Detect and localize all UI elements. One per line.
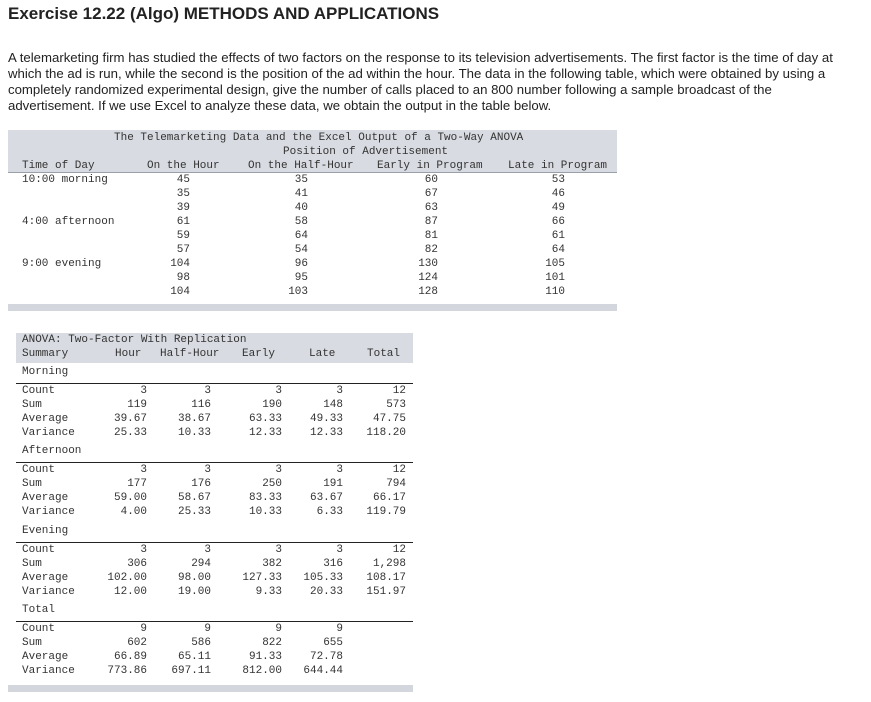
data-cell: 87 [424, 216, 438, 228]
anova-section-rule [16, 621, 413, 622]
anova-cell: 102.00 [107, 572, 147, 584]
data-cell: 61 [551, 230, 565, 242]
anova-cell: 25.33 [177, 506, 211, 518]
anova-cell: 108.17 [366, 572, 406, 584]
anova-cell: 177 [127, 478, 147, 490]
data-table-caption: The Telemarketing Data and the Excel Output of a Two-Way ANOVA [114, 132, 524, 144]
anova-row-label: Variance [22, 427, 75, 439]
anova-section-name: Evening [22, 525, 69, 537]
data-cell: 81 [424, 230, 438, 242]
time-of-day-label: 4:00 afternoon [22, 216, 115, 228]
data-cell: 49 [551, 202, 565, 214]
anova-cell: 118.20 [366, 427, 406, 439]
data-cell: 35 [176, 188, 190, 200]
anova-col-half-hour: Half-Hour [160, 348, 220, 360]
anova-cell: 19.00 [177, 586, 211, 598]
anova-cell: 3 [336, 385, 343, 397]
anova-cell: 20.33 [309, 586, 343, 598]
anova-row-label: Sum [22, 478, 42, 490]
anova-row-label: Count [22, 464, 56, 476]
anova-cell: 83.33 [248, 492, 282, 504]
anova-cell: 59.00 [113, 492, 147, 504]
anova-cell: 812.00 [242, 665, 282, 677]
anova-cell: 12 [392, 464, 406, 476]
anova-col-summary: Summary [22, 348, 69, 360]
anova-cell: 91.33 [248, 651, 282, 663]
anova-cell: 12.00 [113, 586, 147, 598]
anova-col-late: Late [309, 348, 336, 360]
data-cell: 95 [294, 272, 308, 284]
anova-row-label: Average [22, 413, 69, 425]
anova-cell: 6.33 [316, 506, 343, 518]
anova-cell: 12 [392, 385, 406, 397]
anova-section-rule [16, 383, 413, 384]
anova-col-early: Early [242, 348, 276, 360]
data-cell: 60 [424, 174, 438, 186]
anova-cell: 822 [262, 637, 282, 649]
anova-col-total: Total [367, 348, 401, 360]
data-cell: 39 [176, 202, 190, 214]
data-cell: 64 [294, 230, 308, 242]
exercise-title: Exercise 12.22 (Algo) METHODS AND APPLICATIONS [8, 4, 440, 23]
data-cell: 66 [551, 216, 565, 228]
data-cell: 67 [424, 188, 438, 200]
anova-section-name: Total [22, 604, 56, 616]
anova-cell: 602 [127, 637, 147, 649]
data-cell: 130 [418, 258, 438, 270]
data-cell: 110 [545, 286, 565, 298]
data-cell: 101 [545, 272, 565, 284]
anova-cell: 10.33 [248, 506, 282, 518]
anova-cell: 294 [191, 558, 211, 570]
anova-cell: 794 [386, 478, 406, 490]
anova-cell: 63.67 [309, 492, 343, 504]
data-cell: 59 [176, 230, 190, 242]
anova-cell: 3 [140, 464, 147, 476]
anova-row-label: Sum [22, 399, 42, 411]
data-cell: 58 [294, 216, 308, 228]
data-cell: 96 [294, 258, 308, 270]
anova-cell: 697.11 [171, 665, 211, 677]
data-cell: 53 [551, 174, 565, 186]
anova-cell: 586 [191, 637, 211, 649]
anova-cell: 3 [204, 464, 211, 476]
anova-cell: 9.33 [255, 586, 282, 598]
anova-row-label: Sum [22, 558, 42, 570]
anova-cell: 58.67 [177, 492, 211, 504]
data-cell: 128 [418, 286, 438, 298]
data-cell: 45 [176, 174, 190, 186]
anova-cell: 3 [140, 385, 147, 397]
data-cell: 57 [176, 244, 190, 256]
anova-cell: 10.33 [177, 427, 211, 439]
anova-cell: 65.11 [177, 651, 211, 663]
anova-cell: 9 [140, 623, 147, 635]
anova-cell: 3 [275, 544, 282, 556]
anova-cell: 49.33 [309, 413, 343, 425]
anova-row-label: Sum [22, 637, 42, 649]
anova-col-hour: Hour [115, 348, 142, 360]
anova-cell: 3 [275, 385, 282, 397]
anova-cell: 66.89 [113, 651, 147, 663]
anova-cell: 38.67 [177, 413, 211, 425]
anova-cell: 39.67 [113, 413, 147, 425]
anova-row-label: Variance [22, 665, 75, 677]
data-cell: 35 [294, 174, 308, 186]
data-cell: 104 [170, 258, 190, 270]
col-header-early-in-program: Early in Program [377, 160, 483, 172]
anova-cell: 63.33 [248, 413, 282, 425]
anova-cell: 250 [262, 478, 282, 490]
data-cell: 98 [176, 272, 190, 284]
anova-cell: 66.17 [372, 492, 406, 504]
data-cell: 54 [294, 244, 308, 256]
data-cell: 104 [170, 286, 190, 298]
anova-row-label: Average [22, 651, 69, 663]
col-header-on-the-half-hour: On the Half-Hour [248, 160, 354, 172]
anova-cell: 573 [386, 399, 406, 411]
anova-cell: 72.78 [309, 651, 343, 663]
anova-cell: 773.86 [107, 665, 147, 677]
data-cell: 103 [288, 286, 308, 298]
anova-cell: 12 [392, 544, 406, 556]
anova-cell: 3 [336, 544, 343, 556]
anova-cell: 116 [191, 399, 211, 411]
data-table-subcaption: Position of Advertisement [283, 146, 449, 158]
anova-cell: 127.33 [242, 572, 282, 584]
data-cell: 40 [294, 202, 308, 214]
anova-cell: 316 [323, 558, 343, 570]
anova-row-label: Variance [22, 506, 75, 518]
data-cell: 41 [294, 188, 308, 200]
anova-section-name: Afternoon [22, 445, 82, 457]
data-cell: 105 [545, 258, 565, 270]
anova-cell: 644.44 [303, 665, 343, 677]
anova-cell: 176 [191, 478, 211, 490]
anova-cell: 9 [275, 623, 282, 635]
data-table-bottom-band [8, 304, 617, 311]
anova-cell: 3 [140, 544, 147, 556]
anova-cell: 191 [323, 478, 343, 490]
col-header-late-in-program: Late in Program [508, 160, 608, 172]
time-of-day-label: 9:00 evening [22, 258, 102, 270]
anova-title: ANOVA: Two-Factor With Replication [22, 334, 247, 346]
col-header-time-of-day: Time of Day [22, 160, 95, 172]
anova-row-label: Variance [22, 586, 75, 598]
data-table-header-rule [8, 172, 617, 173]
anova-cell: 655 [323, 637, 343, 649]
anova-section-rule [16, 462, 413, 463]
time-of-day-label: 10:00 morning [22, 174, 108, 186]
anova-bottom-band [8, 685, 413, 692]
anova-row-label: Count [22, 623, 56, 635]
col-header-on-the-hour: On the Hour [147, 160, 220, 172]
anova-section-name: Morning [22, 366, 69, 378]
anova-cell: 47.75 [372, 413, 406, 425]
anova-cell: 9 [204, 623, 211, 635]
anova-cell: 105.33 [303, 572, 343, 584]
anova-cell: 119 [127, 399, 147, 411]
anova-cell: 151.97 [366, 586, 406, 598]
data-cell: 46 [551, 188, 565, 200]
data-cell: 63 [424, 202, 438, 214]
anova-cell: 190 [262, 399, 282, 411]
data-cell: 64 [551, 244, 565, 256]
anova-cell: 12.33 [309, 427, 343, 439]
anova-cell: 3 [336, 464, 343, 476]
anova-row-label: Count [22, 544, 56, 556]
anova-section-rule [16, 542, 413, 543]
anova-cell: 148 [323, 399, 343, 411]
anova-cell: 3 [275, 464, 282, 476]
anova-cell: 9 [336, 623, 343, 635]
anova-row-label: Average [22, 572, 69, 584]
problem-paragraph: A telemarketing firm has studied the effects of two factors on the response to its television advertisements. The first factor is the time of day at which the ad is run, while the second is the position of the ad within the hour. The data in the following table, which were obtained by using a completely randomized experimental design, give the number of calls placed to an 800 number following a sample broadcast of the advertisement. If we use Excel to analyze these data, we obtain the output in the table below. [8, 50, 833, 113]
data-cell: 124 [418, 272, 438, 284]
anova-cell: 12.33 [248, 427, 282, 439]
anova-cell: 4.00 [120, 506, 147, 518]
anova-cell: 3 [204, 544, 211, 556]
anova-cell: 3 [204, 385, 211, 397]
anova-cell: 382 [262, 558, 282, 570]
anova-row-label: Average [22, 492, 69, 504]
anova-cell: 1,298 [372, 558, 406, 570]
data-cell: 82 [424, 244, 438, 256]
anova-cell: 306 [127, 558, 147, 570]
anova-cell: 25.33 [113, 427, 147, 439]
anova-cell: 119.79 [366, 506, 406, 518]
anova-row-label: Count [22, 385, 56, 397]
data-cell: 61 [176, 216, 190, 228]
anova-cell: 98.00 [177, 572, 211, 584]
